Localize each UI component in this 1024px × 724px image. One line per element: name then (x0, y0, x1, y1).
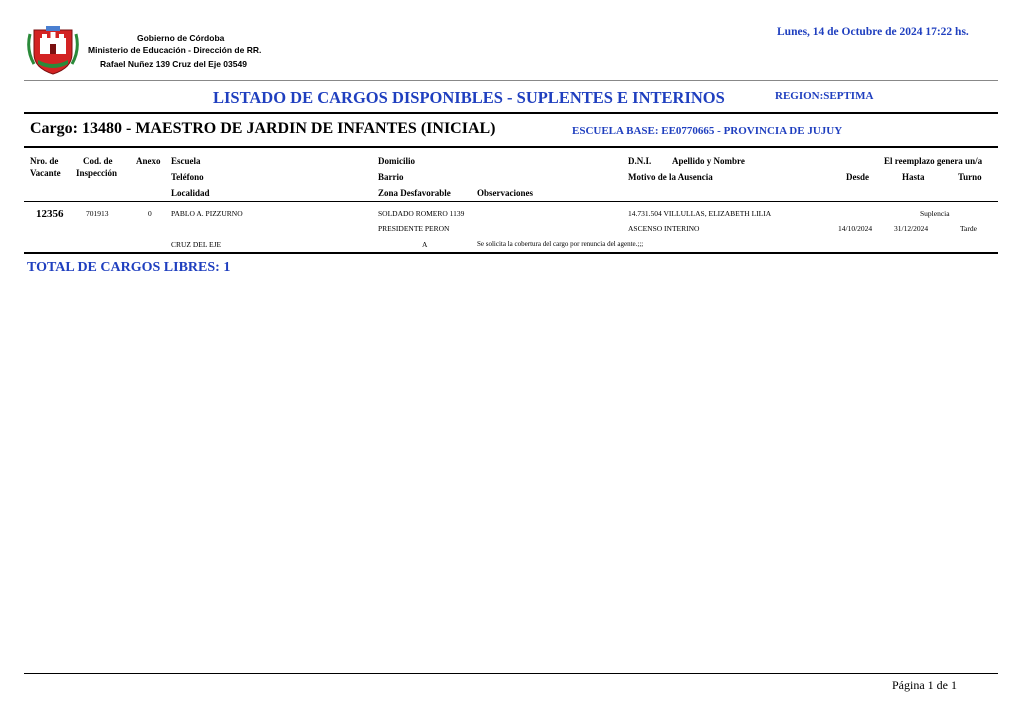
col-dni: D.N.I. (628, 156, 652, 166)
footer-divider (24, 673, 998, 674)
col-zona: Zona Desfavorable (378, 188, 451, 198)
cell-observaciones: Se solicita la cobertura del cargo por renuncia del agente.;;; (477, 240, 644, 248)
cell-turno: Tarde (960, 224, 977, 233)
org-line-1: Gobierno de Córdoba (137, 33, 225, 43)
total-cargos: TOTAL DE CARGOS LIBRES: 1 (27, 260, 231, 275)
escuela-base: ESCUELA BASE: EE0770665 - PROVINCIA DE JUJUY (572, 125, 843, 137)
col-observaciones: Observaciones (477, 188, 533, 198)
header-row-divider (24, 201, 998, 202)
col-telefono: Teléfono (171, 172, 204, 182)
cell-zona: A (422, 240, 428, 249)
col-cod-inspeccion (76, 156, 117, 178)
region-label: REGION:SEPTIMA (775, 90, 874, 102)
header-divider (24, 80, 998, 81)
cell-nro-vacante: 12356 (36, 208, 64, 220)
cargo-divider (24, 146, 998, 148)
cell-anexo: 0 (148, 209, 152, 218)
cell-cod-inspeccion: 701913 (86, 209, 109, 218)
page-number: Página 1 de 1 (892, 678, 957, 692)
col-hasta: Hasta (902, 172, 925, 182)
cell-dni-nombre: 14.731.504 VILLULLAS, ELIZABETH LILIA (628, 209, 772, 218)
col-barrio: Barrio (378, 172, 404, 182)
cell-escuela: PABLO A. PIZZURNO (171, 209, 243, 218)
page-title: LISTADO DE CARGOS DISPONIBLES - SUPLENTES E INTERINOS (213, 88, 725, 107)
col-nro-vacante-line2: Vacante (30, 168, 61, 178)
col-domicilio: Domicilio (378, 156, 415, 166)
cell-localidad: CRUZ DEL EJE (171, 240, 222, 249)
col-motivo: Motivo de la Ausencia (628, 172, 713, 182)
cell-hasta: 31/12/2024 (894, 224, 929, 233)
col-localidad: Localidad (171, 188, 210, 198)
org-line-2: Ministerio de Educación - Dirección de RR. (88, 45, 262, 55)
cell-reemplazo: Suplencia (920, 209, 950, 218)
col-reemplazo: El reemplazo genera un/a (884, 156, 983, 166)
col-nro-vacante (30, 156, 61, 178)
col-cod-inspeccion-line2: Inspección (76, 168, 118, 178)
table-bottom-divider (24, 252, 998, 254)
cell-barrio: PRESIDENTE PERON (378, 224, 450, 233)
cell-motivo: ASCENSO INTERINO (628, 224, 700, 233)
cell-desde: 14/10/2024 (838, 224, 873, 233)
col-escuela: Escuela (171, 156, 201, 166)
cordoba-coat-of-arms-icon (26, 24, 80, 78)
report-date: Lunes, 14 de Octubre de 2024 17:22 hs. (777, 26, 969, 38)
col-nro-vacante-line1: Nro. de (30, 156, 59, 166)
col-cod-inspeccion-line1: Cod. de (83, 156, 113, 166)
col-apellido-nombre: Apellido y Nombre (672, 156, 745, 166)
cargo-label: Cargo: 13480 - MAESTRO DE JARDIN DE INFANTES (INICIAL) (30, 120, 496, 137)
title-divider (24, 112, 998, 114)
col-anexo: Anexo (136, 156, 161, 166)
col-desde: Desde (846, 172, 869, 182)
org-line-3: Rafael Nuñez 139 Cruz del Eje 03549 (100, 59, 247, 69)
cell-domicilio: SOLDADO ROMERO 1139 (378, 209, 465, 218)
col-turno: Turno (958, 172, 982, 182)
